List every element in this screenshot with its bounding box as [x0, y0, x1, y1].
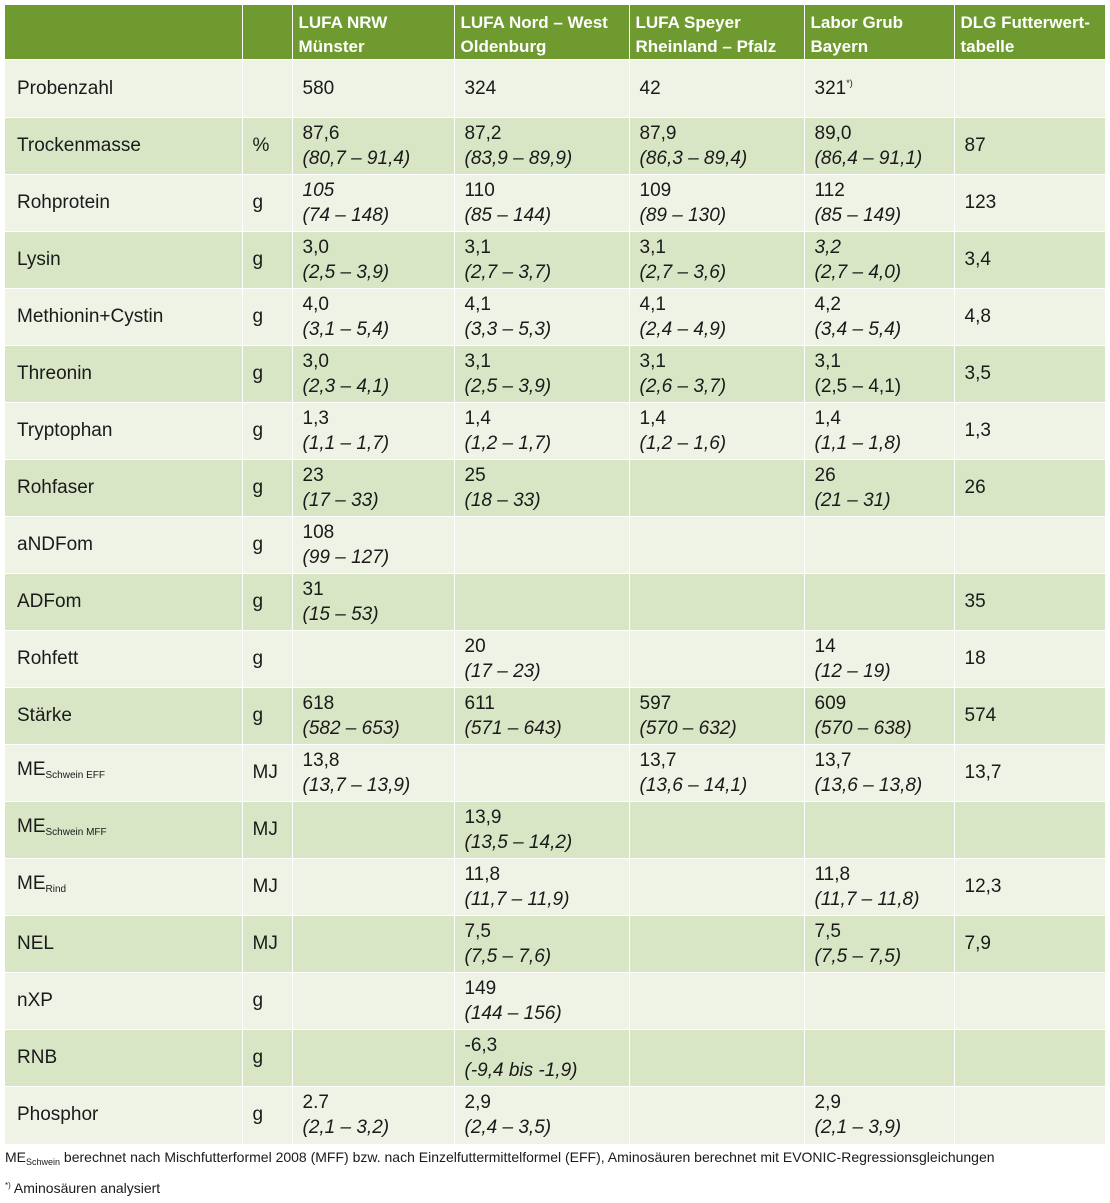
cell-value: 31	[302, 578, 324, 600]
cell-range: (2,4 – 4,9)	[639, 318, 727, 340]
row-unit: g	[242, 517, 292, 574]
cell-lufa-nord-west: 324	[454, 60, 629, 118]
cell-value: 321	[814, 77, 847, 99]
row-label: Threonin	[5, 346, 242, 403]
cell-range: (2,5 – 4,1)	[814, 375, 902, 397]
cell-lufa-speyer: 42	[629, 60, 804, 118]
cell-lufa-nrw: 580	[292, 60, 454, 118]
cell-range: (-9,4 bis -1,9)	[464, 1059, 578, 1081]
cell-range: (2,4 – 3,5)	[464, 1116, 552, 1138]
cell-lufa-nrw	[292, 1087, 454, 1144]
cell-value: 4,1	[464, 293, 491, 315]
row-unit: g	[242, 346, 292, 403]
cell-dlg: 13,7	[954, 745, 1105, 802]
cell-dlg: 3,4	[954, 232, 1105, 289]
cell-range: (570 – 632)	[639, 717, 737, 739]
row-unit: g	[242, 973, 292, 1030]
cell-lufa-nrw	[292, 1030, 454, 1087]
table-row-phosphor	[5, 1087, 1105, 1144]
table-row-methionin-cystin	[5, 289, 1105, 346]
row-unit: g	[242, 460, 292, 517]
row-unit: g	[242, 574, 292, 631]
feed-value-table	[5, 5, 1105, 1144]
cell-dlg: 26	[954, 460, 1105, 517]
cell-lufa-nord-west	[454, 631, 629, 688]
cell-dlg: 12,3	[954, 859, 1105, 916]
row-unit: g	[242, 1030, 292, 1087]
cell-lufa-speyer	[629, 688, 804, 745]
row-unit: MJ	[242, 802, 292, 859]
cell-range: (144 – 156)	[464, 1002, 562, 1024]
cell-lufa-nord-west	[454, 859, 629, 916]
cell-range: (83,9 – 89,9)	[464, 147, 573, 169]
cell-lufa-speyer	[629, 745, 804, 802]
cell-range: (2,5 – 3,9)	[464, 375, 552, 397]
cell-value: 4,2	[814, 293, 841, 315]
cell-value: 597	[639, 692, 672, 714]
cell-dlg	[954, 1087, 1105, 1144]
row-unit: MJ	[242, 916, 292, 973]
table-row-tryptophan	[5, 403, 1105, 460]
cell-range: (12 – 19)	[814, 660, 891, 682]
cell-range: (18 – 33)	[464, 489, 541, 511]
cell-range: (89 – 130)	[639, 204, 727, 226]
row-unit: g	[242, 175, 292, 232]
table-row-rnb	[5, 1030, 1105, 1087]
cell-range: (85 – 149)	[814, 204, 902, 226]
table-row-lysin	[5, 232, 1105, 289]
cell-lufa-nrw	[292, 631, 454, 688]
cell-labor-grub	[804, 346, 954, 403]
cell-dlg: 123	[954, 175, 1105, 232]
cell-lufa-nord-west	[454, 118, 629, 175]
cell-dlg	[954, 517, 1105, 574]
cell-dlg: 18	[954, 631, 1105, 688]
row-label: Tryptophan	[5, 403, 242, 460]
cell-value: -6,3	[464, 1034, 498, 1056]
cell-lufa-speyer	[629, 289, 804, 346]
cell-range: (2,1 – 3,2)	[302, 1116, 390, 1138]
cell-lufa-speyer	[629, 1030, 804, 1087]
header-lufa-speyer: LUFA Speyer Rheinland – Pfalz	[629, 5, 804, 60]
row-label: Methionin+Cystin	[5, 289, 242, 346]
cell-value: 87,2	[464, 122, 502, 144]
cell-lufa-nord-west	[454, 175, 629, 232]
row-label: RNB	[5, 1030, 242, 1087]
cell-range: (2,7 – 3,6)	[639, 261, 727, 283]
cell-lufa-speyer	[629, 802, 804, 859]
row-label: aNDFom	[5, 517, 242, 574]
cell-range: (2,5 – 3,9)	[302, 261, 390, 283]
row-unit: MJ	[242, 745, 292, 802]
cell-range: (7,5 – 7,6)	[464, 945, 552, 967]
row-unit: g	[242, 289, 292, 346]
table-footnote	[5, 1145, 1105, 1200]
row-unit: MJ	[242, 859, 292, 916]
cell-lufa-nord-west	[454, 1087, 629, 1144]
cell-lufa-speyer	[629, 859, 804, 916]
cell-labor-grub	[804, 688, 954, 745]
cell-value: 609	[814, 692, 847, 714]
table-row-rohfett	[5, 631, 1105, 688]
cell-range: (99 – 127)	[302, 546, 390, 568]
cell-range: (2,3 – 4,1)	[302, 375, 390, 397]
cell-value: 7,5	[464, 920, 491, 942]
cell-dlg	[954, 1030, 1105, 1087]
table-row-rohprotein	[5, 175, 1105, 232]
cell-lufa-nord-west	[454, 517, 629, 574]
cell-dlg: 4,8	[954, 289, 1105, 346]
cell-lufa-nord-west	[454, 289, 629, 346]
cell-value: 618	[302, 692, 335, 714]
cell-range: (17 – 33)	[302, 489, 379, 511]
cell-value: 1,4	[464, 407, 491, 429]
table-row-me-schwein-eff	[5, 745, 1105, 802]
table-row-andfom	[5, 517, 1105, 574]
cell-lufa-speyer	[629, 1087, 804, 1144]
cell-lufa-nrw	[292, 403, 454, 460]
cell-value: 3,1	[814, 350, 841, 372]
cell-labor-grub	[804, 118, 954, 175]
cell-dlg: 1,3	[954, 403, 1105, 460]
cell-value: 105	[302, 179, 335, 201]
row-unit: g	[242, 1087, 292, 1144]
table-header-row	[5, 5, 1105, 60]
cell-value: 87,6	[302, 122, 340, 144]
cell-range: (15 – 53)	[302, 603, 379, 625]
cell-lufa-nrw	[292, 973, 454, 1030]
cell-value: 3,1	[464, 350, 491, 372]
row-unit: g	[242, 631, 292, 688]
cell-labor-grub	[804, 574, 954, 631]
cell-labor-grub	[804, 973, 954, 1030]
header-lufa-nord-west: LUFA Nord – West Oldenburg	[454, 5, 629, 60]
row-label-subscript: Schwein EFF	[45, 770, 105, 781]
row-label: $ME_{Schwein MFF}$	[5, 802, 242, 859]
cell-lufa-nrw	[292, 346, 454, 403]
cell-value: 11,8	[464, 863, 501, 885]
cell-range: (1,1 – 1,7)	[302, 432, 390, 454]
cell-value: 13,9	[464, 806, 502, 828]
cell-value: 109	[639, 179, 672, 201]
cell-value: 3,1	[639, 350, 666, 372]
cell-range: (86,4 – 91,1)	[814, 147, 923, 169]
cell-lufa-nrw	[292, 802, 454, 859]
row-label: Stärke	[5, 688, 242, 745]
cell-labor-grub	[804, 631, 954, 688]
cell-value: 89,0	[814, 122, 852, 144]
cell-range: (13,6 – 14,1)	[639, 774, 748, 796]
header-label-column	[5, 5, 242, 60]
cell-range: (1,1 – 1,8)	[814, 432, 902, 454]
cell-labor-grub	[804, 232, 954, 289]
row-label: nXP	[5, 973, 242, 1030]
cell-labor-grub	[804, 1087, 954, 1144]
cell-range: (13,6 – 13,8)	[814, 774, 923, 796]
row-unit: g	[242, 403, 292, 460]
cell-lufa-nord-west	[454, 403, 629, 460]
cell-range: (2,7 – 4,0)	[814, 261, 902, 283]
cell-lufa-speyer	[629, 631, 804, 688]
cell-value: 26	[814, 464, 836, 486]
table-row-probenzahl	[5, 60, 1105, 118]
cell-lufa-nord-west	[454, 916, 629, 973]
row-label: ADFom	[5, 574, 242, 631]
cell-range: (11,7 – 11,8)	[814, 888, 920, 910]
cell-value: 1,3	[302, 407, 329, 429]
cell-value: 1,4	[814, 407, 841, 429]
cell-value: 108	[302, 521, 335, 543]
footnote-mark: *)	[846, 77, 853, 88]
cell-range: (570 – 638)	[814, 717, 912, 739]
cell-value: 4,0	[302, 293, 329, 315]
table-row-me-rind	[5, 859, 1105, 916]
table-row-staerke	[5, 688, 1105, 745]
cell-range: (80,7 – 91,4)	[302, 147, 411, 169]
header-unit-column	[242, 5, 292, 60]
row-label: Phosphor	[5, 1087, 242, 1144]
row-label: NEL	[5, 916, 242, 973]
cell-value: 23	[302, 464, 324, 486]
cell-labor-grub	[804, 802, 954, 859]
cell-range: (7,5 – 7,5)	[814, 945, 902, 967]
cell-range: (86,3 – 89,4)	[639, 147, 748, 169]
cell-value: 20	[464, 635, 486, 657]
cell-lufa-speyer	[629, 973, 804, 1030]
cell-lufa-speyer	[629, 574, 804, 631]
table-row-rohfaser	[5, 460, 1105, 517]
cell-lufa-nrw	[292, 859, 454, 916]
cell-range: (21 – 31)	[814, 489, 891, 511]
cell-labor-grub	[804, 175, 954, 232]
cell-lufa-nord-west	[454, 460, 629, 517]
cell-value: 3,1	[464, 236, 491, 258]
cell-lufa-nrw	[292, 118, 454, 175]
cell-labor-grub	[804, 1030, 954, 1087]
cell-lufa-nord-west	[454, 745, 629, 802]
row-label: $ME_{Schwein EFF}$	[5, 745, 242, 802]
cell-range: (17 – 23)	[464, 660, 541, 682]
cell-labor-grub	[804, 460, 954, 517]
cell-dlg	[954, 60, 1105, 118]
row-label: $ME_{Rind}$	[5, 859, 242, 916]
cell-range: (3,3 – 5,3)	[464, 318, 552, 340]
cell-range: (13,7 – 13,9)	[302, 774, 411, 796]
cell-labor-grub	[804, 289, 954, 346]
cell-lufa-nrw	[292, 688, 454, 745]
row-label: Rohfaser	[5, 460, 242, 517]
header-dlg-futterwerttabelle: DLG Futterwert- tabelle	[954, 5, 1105, 60]
cell-lufa-speyer	[629, 232, 804, 289]
cell-dlg: 574	[954, 688, 1105, 745]
row-unit: g	[242, 688, 292, 745]
cell-range: (582 – 653)	[302, 717, 400, 739]
footnote-line-2: *) Aminosäuren analysiert	[5, 1180, 161, 1196]
cell-dlg: 3,5	[954, 346, 1105, 403]
cell-value: 7,5	[814, 920, 841, 942]
header-lufa-nrw: LUFA NRW Münster	[292, 5, 454, 60]
cell-lufa-nord-west	[454, 574, 629, 631]
cell-dlg: 7,9	[954, 916, 1105, 973]
cell-lufa-nrw	[292, 517, 454, 574]
row-label-subscript: Schwein MFF	[45, 827, 107, 838]
row-unit	[242, 60, 292, 118]
cell-value: 87,9	[639, 122, 677, 144]
cell-value: 25	[464, 464, 486, 486]
cell-range: (2,7 – 3,7)	[464, 261, 552, 283]
cell-lufa-nord-west	[454, 346, 629, 403]
cell-dlg	[954, 802, 1105, 859]
cell-dlg	[954, 973, 1105, 1030]
row-label: Lysin	[5, 232, 242, 289]
cell-value: 3,2	[814, 236, 841, 258]
cell-range: (85 – 144)	[464, 204, 552, 226]
cell-range: (1,2 – 1,7)	[464, 432, 552, 454]
cell-range: (3,4 – 5,4)	[814, 318, 902, 340]
cell-value: 149	[464, 977, 497, 999]
header-labor-grub: Labor Grub Bayern	[804, 5, 954, 60]
table-row-threonin	[5, 346, 1105, 403]
cell-lufa-speyer	[629, 403, 804, 460]
cell-lufa-nrw	[292, 574, 454, 631]
cell-lufa-speyer	[629, 460, 804, 517]
row-label: Trockenmasse	[5, 118, 242, 175]
row-label: Probenzahl	[5, 60, 242, 118]
cell-value: 2.7	[302, 1091, 329, 1113]
cell-range: (2,1 – 3,9)	[814, 1116, 902, 1138]
cell-lufa-nord-west	[454, 688, 629, 745]
row-unit: g	[242, 232, 292, 289]
cell-value: 110	[464, 179, 495, 201]
cell-range: (571 – 643)	[464, 717, 562, 739]
table-row-adfom	[5, 574, 1105, 631]
cell-range: (2,6 – 3,7)	[639, 375, 727, 397]
cell-range: (13,5 – 14,2)	[464, 831, 573, 853]
table-row-me-schwein-mff	[5, 802, 1105, 859]
table-row-nel	[5, 916, 1105, 973]
cell-lufa-nrw	[292, 175, 454, 232]
cell-labor-grub	[804, 403, 954, 460]
cell-labor-grub	[804, 859, 954, 916]
cell-value: 14	[814, 635, 836, 657]
cell-lufa-nord-west	[454, 973, 629, 1030]
cell-value: 13,8	[302, 749, 340, 771]
cell-lufa-nrw	[292, 745, 454, 802]
cell-lufa-speyer	[629, 118, 804, 175]
row-label: Rohprotein	[5, 175, 242, 232]
cell-value: 3,0	[302, 350, 329, 372]
row-label: Rohfett	[5, 631, 242, 688]
cell-range: (3,1 – 5,4)	[302, 318, 390, 340]
cell-dlg: 87	[954, 118, 1105, 175]
cell-value: 611	[464, 692, 495, 714]
cell-value: 2,9	[464, 1091, 491, 1113]
cell-value: 1,4	[639, 407, 666, 429]
cell-value: 112	[814, 179, 845, 201]
cell-lufa-nrw	[292, 289, 454, 346]
table-row-trockenmasse	[5, 118, 1105, 175]
cell-lufa-nord-west	[454, 802, 629, 859]
cell-lufa-nrw	[292, 232, 454, 289]
footnote-line-1: $ME_{Schwein}$ berechnet nach Mischfutterformel 2008 (MFF) bzw. nach Einzelfuttermittelformel (EFF), Aminosäuren berechnet mit EVONIC-Regressionsgleichungen	[5, 1149, 995, 1167]
cell-lufa-nord-west	[454, 1030, 629, 1087]
cell-labor-grub	[804, 745, 954, 802]
cell-value: 11,8	[814, 863, 851, 885]
cell-lufa-speyer	[629, 346, 804, 403]
cell-lufa-speyer	[629, 916, 804, 973]
cell-value: 13,7	[639, 749, 677, 771]
cell-dlg: 35	[954, 574, 1105, 631]
cell-lufa-nord-west	[454, 232, 629, 289]
cell-range: (11,7 – 11,9)	[464, 888, 570, 910]
cell-labor-grub	[804, 60, 954, 118]
row-label-subscript: Rind	[45, 884, 67, 895]
cell-range: (74 – 148)	[302, 204, 390, 226]
cell-lufa-speyer	[629, 175, 804, 232]
cell-labor-grub	[804, 517, 954, 574]
cell-lufa-nrw	[292, 460, 454, 517]
cell-value: 3,0	[302, 236, 329, 258]
row-unit: %	[242, 118, 292, 175]
table-row-nxp	[5, 973, 1105, 1030]
cell-value: 4,1	[639, 293, 666, 315]
cell-lufa-nrw	[292, 916, 454, 973]
cell-value: 3,1	[639, 236, 666, 258]
cell-lufa-speyer	[629, 517, 804, 574]
cell-labor-grub	[804, 916, 954, 973]
cell-value: 13,7	[814, 749, 852, 771]
feed-value-table-container	[5, 5, 1105, 1144]
cell-value: 2,9	[814, 1091, 841, 1113]
cell-range: (1,2 – 1,6)	[639, 432, 727, 454]
